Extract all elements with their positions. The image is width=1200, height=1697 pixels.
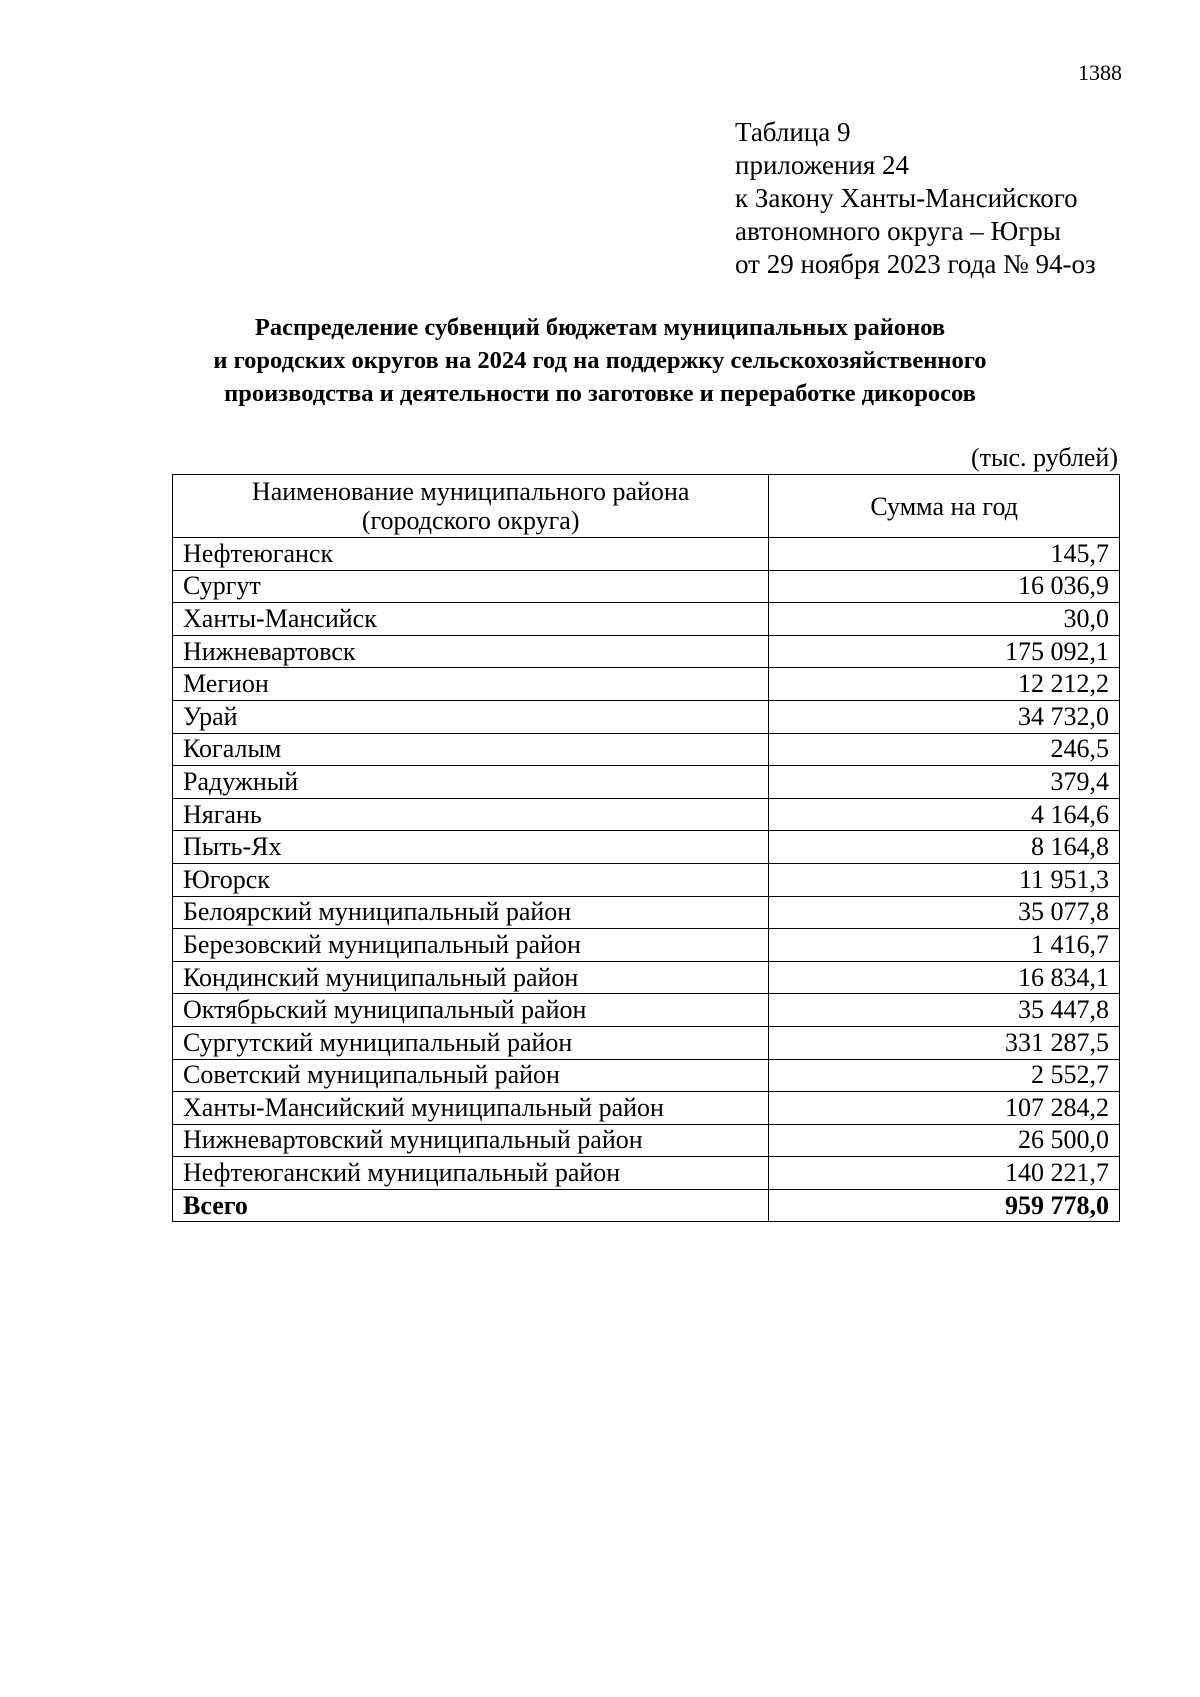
amount-value: 35 447,8: [769, 994, 1120, 1027]
amount-value: 34 732,0: [769, 700, 1120, 733]
municipality-name: Мегион: [173, 668, 769, 701]
table-row: [173, 733, 1120, 766]
attachment-reference: [735, 116, 1096, 281]
page-number: 1388: [1078, 60, 1122, 85]
table-row: [173, 1124, 1120, 1157]
amount-value: 16 834,1: [769, 961, 1120, 994]
table-row: [173, 1157, 1120, 1190]
amount-value: 140 221,7: [769, 1157, 1120, 1190]
amount-value: 145,7: [769, 538, 1120, 571]
total-row: [173, 1189, 1120, 1222]
municipality-name: Березовский муниципальный район: [173, 929, 769, 962]
municipality-name: Нижневартовск: [173, 635, 769, 668]
municipality-name: Югорск: [173, 863, 769, 896]
table-body: [173, 538, 1120, 1222]
table-row: [173, 1026, 1120, 1059]
attachment-line: приложения 24: [735, 150, 910, 180]
municipality-name: Нефтеюганский муниципальный район: [173, 1157, 769, 1190]
units-label: (тыс. рублей): [970, 443, 1118, 472]
municipality-name: Нефтеюганск: [173, 538, 769, 571]
municipality-name: Нягань: [173, 798, 769, 831]
municipality-name: Пыть-Ях: [173, 831, 769, 864]
table-row: [173, 896, 1120, 929]
header-sum: Сумма на год: [769, 475, 1120, 538]
table-row: [173, 668, 1120, 701]
title-line: и городских округов на 2024 год на поддержку сельскохозяйственного: [213, 347, 987, 374]
municipality-name: Октябрьский муниципальный район: [173, 994, 769, 1027]
table-row: [173, 700, 1120, 733]
municipality-name: Урай: [173, 700, 769, 733]
amount-value: 246,5: [769, 733, 1120, 766]
amount-value: 30,0: [769, 603, 1120, 636]
amount-value: 331 287,5: [769, 1026, 1120, 1059]
table-row: [173, 961, 1120, 994]
municipality-name: Кондинский муниципальный район: [173, 961, 769, 994]
amount-value: 8 164,8: [769, 831, 1120, 864]
table-row: [173, 603, 1120, 636]
table-row: [173, 635, 1120, 668]
municipality-name: Советский муниципальный район: [173, 1059, 769, 1092]
amount-value: 35 077,8: [769, 896, 1120, 929]
municipality-name: Белоярский муниципальный район: [173, 896, 769, 929]
header-municipality-line2: (городского округа): [361, 506, 580, 535]
municipality-name: Ханты-Мансийский муниципальный район: [173, 1092, 769, 1125]
title-line: производства и деятельности по заготовке и переработке дикоросов: [224, 380, 976, 407]
header-municipality: [173, 475, 769, 538]
table-header-row: [173, 475, 1120, 538]
attachment-line: к Закону Ханты-Мансийского: [735, 183, 1078, 213]
municipality-name: Радужный: [173, 766, 769, 799]
table-row: [173, 994, 1120, 1027]
amount-value: 26 500,0: [769, 1124, 1120, 1157]
table-row: [173, 863, 1120, 896]
municipality-name: Сургутский муниципальный район: [173, 1026, 769, 1059]
municipality-name: Нижневартовский муниципальный район: [173, 1124, 769, 1157]
table-row: [173, 538, 1120, 571]
amount-value: 379,4: [769, 766, 1120, 799]
title-line: Распределение субвенций бюджетам муниципальных районов: [254, 314, 946, 341]
total-value: 959 778,0: [769, 1189, 1120, 1222]
table-row: [173, 798, 1120, 831]
amount-value: 107 284,2: [769, 1092, 1120, 1125]
table-row: [173, 1092, 1120, 1125]
attachment-line: Таблица 9: [735, 117, 851, 147]
amount-value: 11 951,3: [769, 863, 1120, 896]
header-municipality-line1: Наименование муниципального района: [251, 477, 690, 506]
amount-value: 16 036,9: [769, 570, 1120, 603]
table-row: [173, 831, 1120, 864]
table-row: [173, 929, 1120, 962]
total-label: Всего: [173, 1189, 769, 1222]
amount-value: 1 416,7: [769, 929, 1120, 962]
attachment-line: автономного округа – Югры: [735, 216, 1061, 246]
municipality-name: Ханты-Мансийск: [173, 603, 769, 636]
table-row: [173, 766, 1120, 799]
subvention-table: [172, 474, 1120, 1222]
amount-value: 2 552,7: [769, 1059, 1120, 1092]
amount-value: 175 092,1: [769, 635, 1120, 668]
table-row: [173, 1059, 1120, 1092]
municipality-name: Когалым: [173, 733, 769, 766]
attachment-line: от 29 ноября 2023 года № 94-оз: [735, 249, 1096, 279]
document-title: [0, 311, 1200, 410]
table-row: [173, 570, 1120, 603]
municipality-name: Сургут: [173, 570, 769, 603]
amount-value: 12 212,2: [769, 668, 1120, 701]
amount-value: 4 164,6: [769, 798, 1120, 831]
